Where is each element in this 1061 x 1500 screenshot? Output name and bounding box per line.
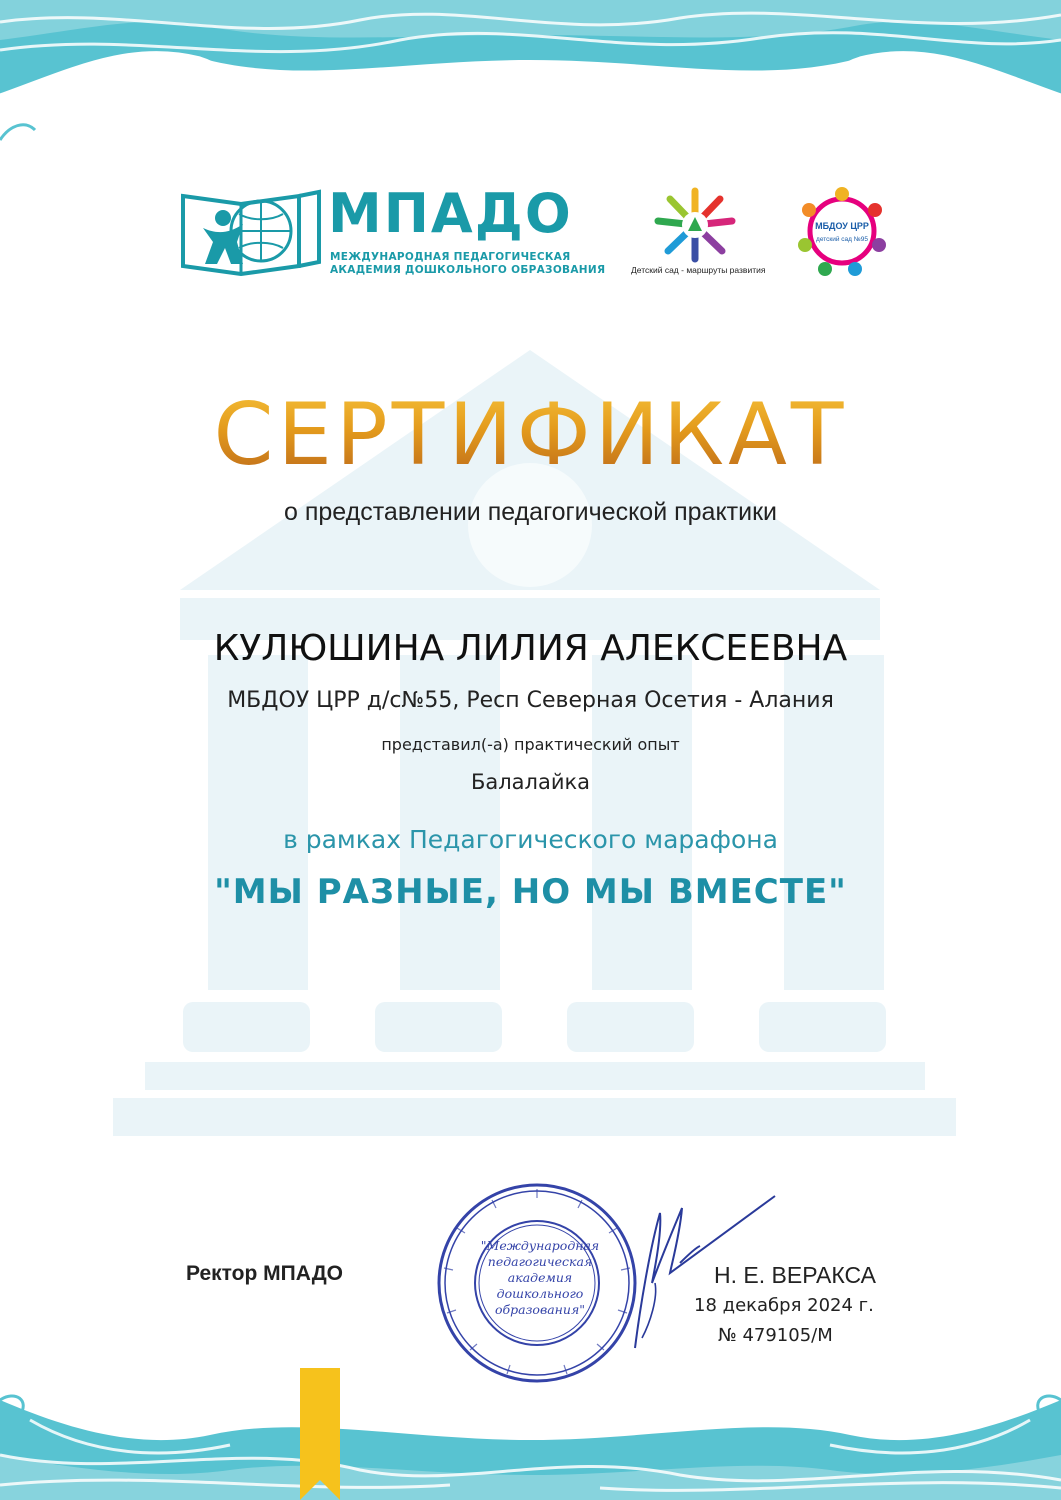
- bookmark-ribbon-icon: [300, 1368, 340, 1500]
- presented-text: представил(-а) практический опыт: [381, 735, 680, 754]
- svg-text:МБДОУ ЦРР: МБДОУ ЦРР: [815, 221, 869, 231]
- logo-title: МПАДО: [328, 182, 573, 245]
- top-wave-decoration: [0, 0, 1061, 150]
- svg-text:детский сад №95: детский сад №95: [816, 236, 868, 243]
- certificate-number: № 479105/М: [718, 1325, 833, 1346]
- rector-label: Ректор МПАДО: [186, 1262, 343, 1285]
- practice-topic: Балалайка: [470, 770, 591, 794]
- stamp-inner-text: "Международная педагогическая академия дошкольного образования": [480, 1238, 600, 1317]
- child-globe-book-icon: [181, 186, 321, 276]
- framework-text: в рамках Педагогического марафона: [283, 825, 778, 854]
- logo-subtitle-line2: АКАДЕМИЯ ДОШКОЛЬНОГО ОБРАЗОВАНИЯ: [330, 264, 606, 276]
- kg-logo-caption: Детский сад - маршруты развития: [631, 265, 766, 275]
- colorful-kids-circle-icon: [795, 185, 890, 277]
- colorful-star-people-icon: [652, 185, 738, 263]
- logo-subtitle-line1: МЕЖДУНАРОДНАЯ ПЕДАГОГИЧЕСКАЯ: [330, 251, 571, 263]
- issue-date: 18 декабря 2024 г.: [694, 1295, 874, 1316]
- certificate-subtitle: о представлении педагогической практики: [284, 498, 777, 526]
- marathon-name: "МЫ РАЗНЫЕ, НО МЫ ВМЕСТЕ": [214, 872, 847, 912]
- signer-name: Н. Е. ВЕРАКСА: [714, 1262, 876, 1288]
- recipient-organization: МБДОУ ЦРР д/с№55, Респ Северная Осетия - Алания: [227, 688, 834, 713]
- certificate-title: СЕРТИФИКАТ: [0, 385, 1061, 485]
- recipient-name: КУЛЮШИНА ЛИЛИЯ АЛЕКСЕЕВНА: [213, 628, 848, 669]
